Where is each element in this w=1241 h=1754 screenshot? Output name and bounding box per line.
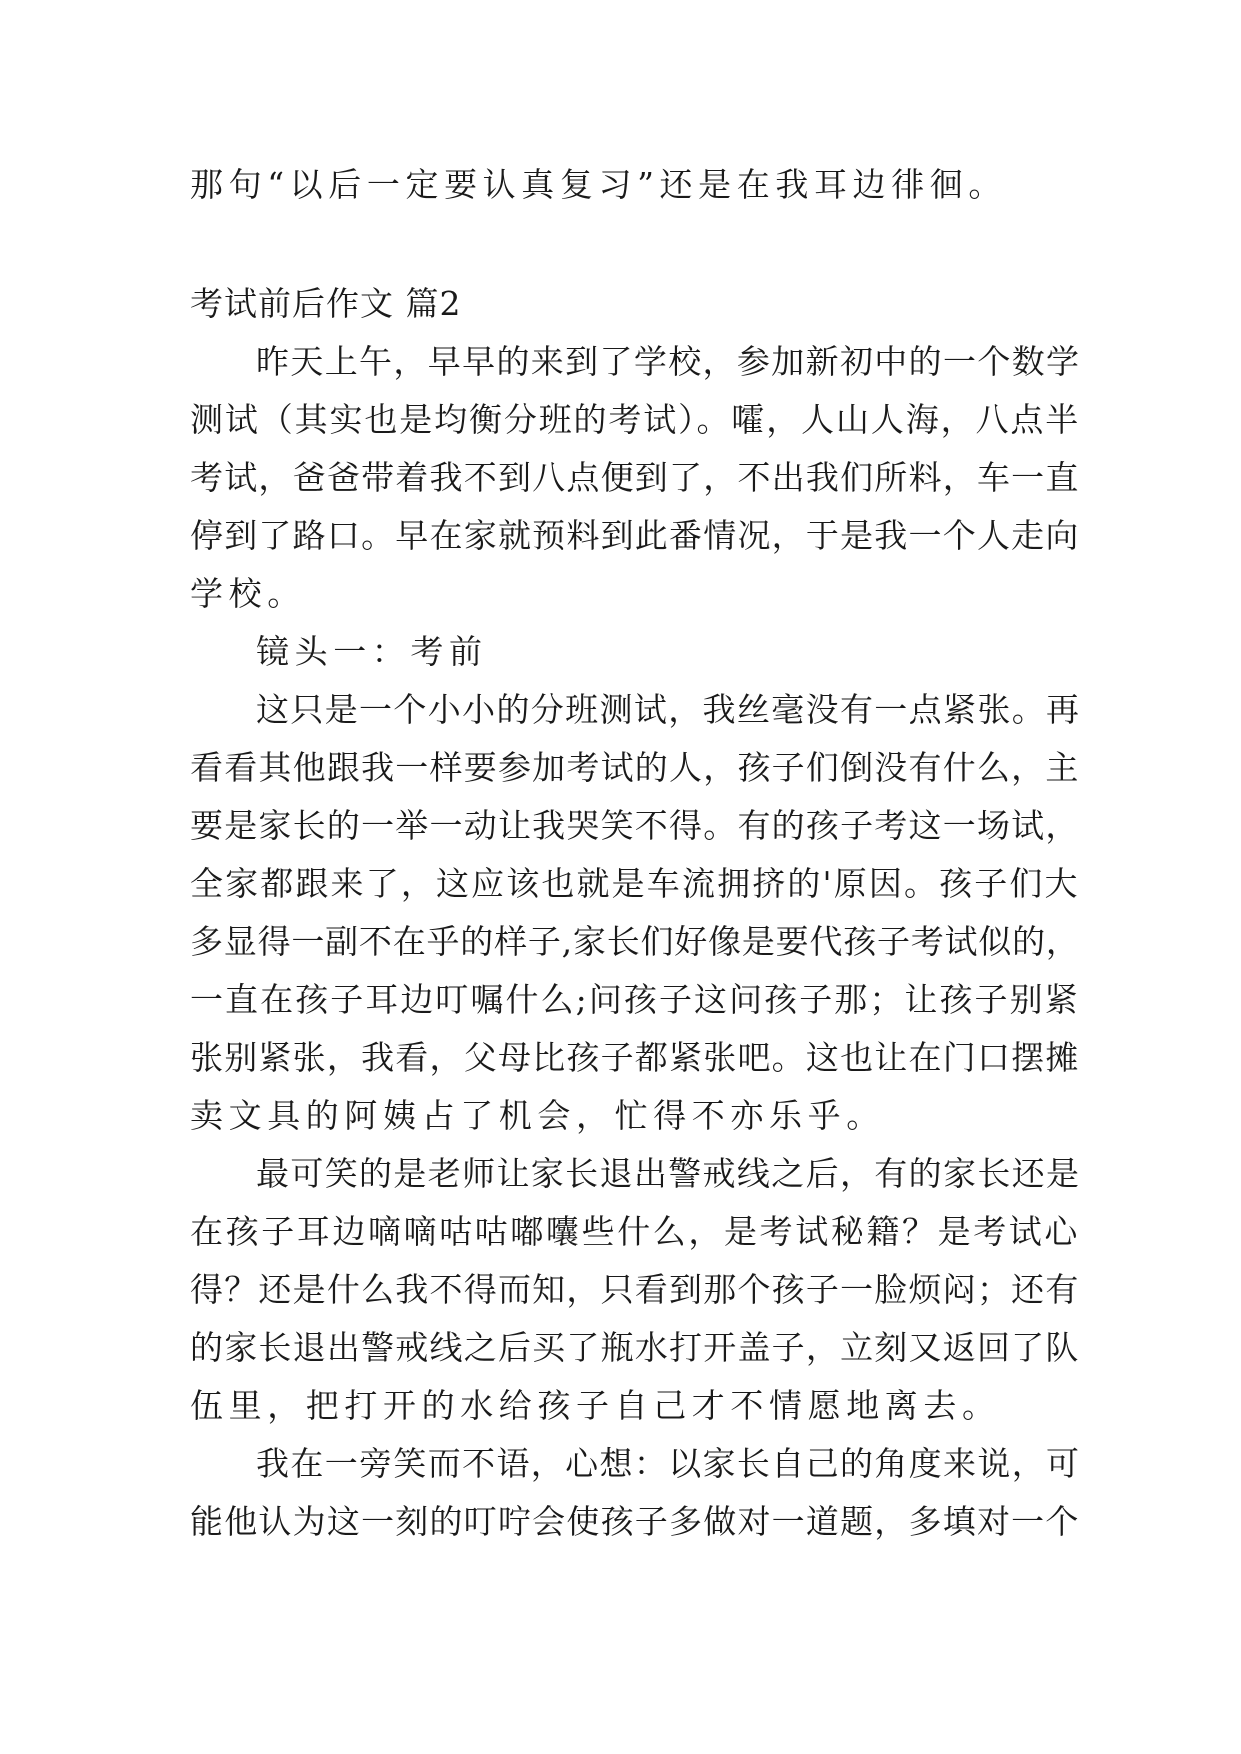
paragraph-line: 的家长退出警戒线之后买了瓶水打开盖子，立刻又返回了队 [190,1328,1080,1367]
paragraph-line: 卖文具的阿姨占了机会，忙得不亦乐乎。 [190,1096,885,1135]
paragraph-line: 得？还是什么我不得而知，只看到那个孩子一脸烦闷；还有 [190,1270,1080,1309]
paragraph-line: 测试（其实也是均衡分班的考试）。嚯，人山人海，八点半 [190,400,1081,439]
paragraph-line: 停到了路口。早在家就预料到此番情况，于是我一个人走向 [190,516,1080,555]
paragraph-line: 能他认为这一刻的叮咛会使孩子多做对一道题，多填对一个 [190,1502,1080,1541]
section-title: 考试前后作文 篇2 [190,284,462,323]
paragraph-line: 最可笑的是老师让家长退出警戒线之后，有的家长还是 [256,1154,1081,1193]
paragraph-line: 多显得一副不在乎的样子,家长们好像是要代孩子考试似的， [190,922,1080,961]
paragraph-line: 这只是一个小小的分班测试，我丝毫没有一点紧张。再 [256,690,1081,729]
paragraph-line: 一直在孩子耳边叮嘱什么;问孩子这问孩子那；让孩子别紧 [190,980,1080,1019]
paragraph-line: 要是家长的一举一动让我哭笑不得。有的孩子考这一场试， [190,806,1080,845]
paragraph-line: 张别紧张，我看，父母比孩子都紧张吧。这也让在门口摆摊 [190,1038,1080,1077]
paragraph-line: 昨天上午，早早的来到了学校，参加新初中的一个数学 [256,342,1081,381]
paragraph-line: 在孩子耳边嘀嘀咕咕嘟囔些什么，是考试秘籍？是考试心 [190,1212,1080,1251]
paragraph-line: 学校。 [190,574,306,613]
scene-heading: 镜头一：考前 [256,632,488,671]
paragraph-line: 考试，爸爸带着我不到八点便到了，不出我们所料，车一直 [190,458,1080,497]
paragraph-line: 全家都跟来了，这应该也就是车流拥挤的'原因。孩子们大 [190,864,1080,903]
paragraph-line: 我在一旁笑而不语，心想：以家长自己的角度来说，可 [256,1444,1081,1483]
paragraph-line: 看看其他跟我一样要参加考试的人，孩子们倒没有什么，主 [190,748,1080,787]
paragraph-line: 伍里，把打开的水给孩子自己才不情愿地离去。 [190,1386,1001,1425]
previous-paragraph-tail: 那句“以后一定要认真复习”还是在我耳边徘徊。 [190,165,1007,204]
